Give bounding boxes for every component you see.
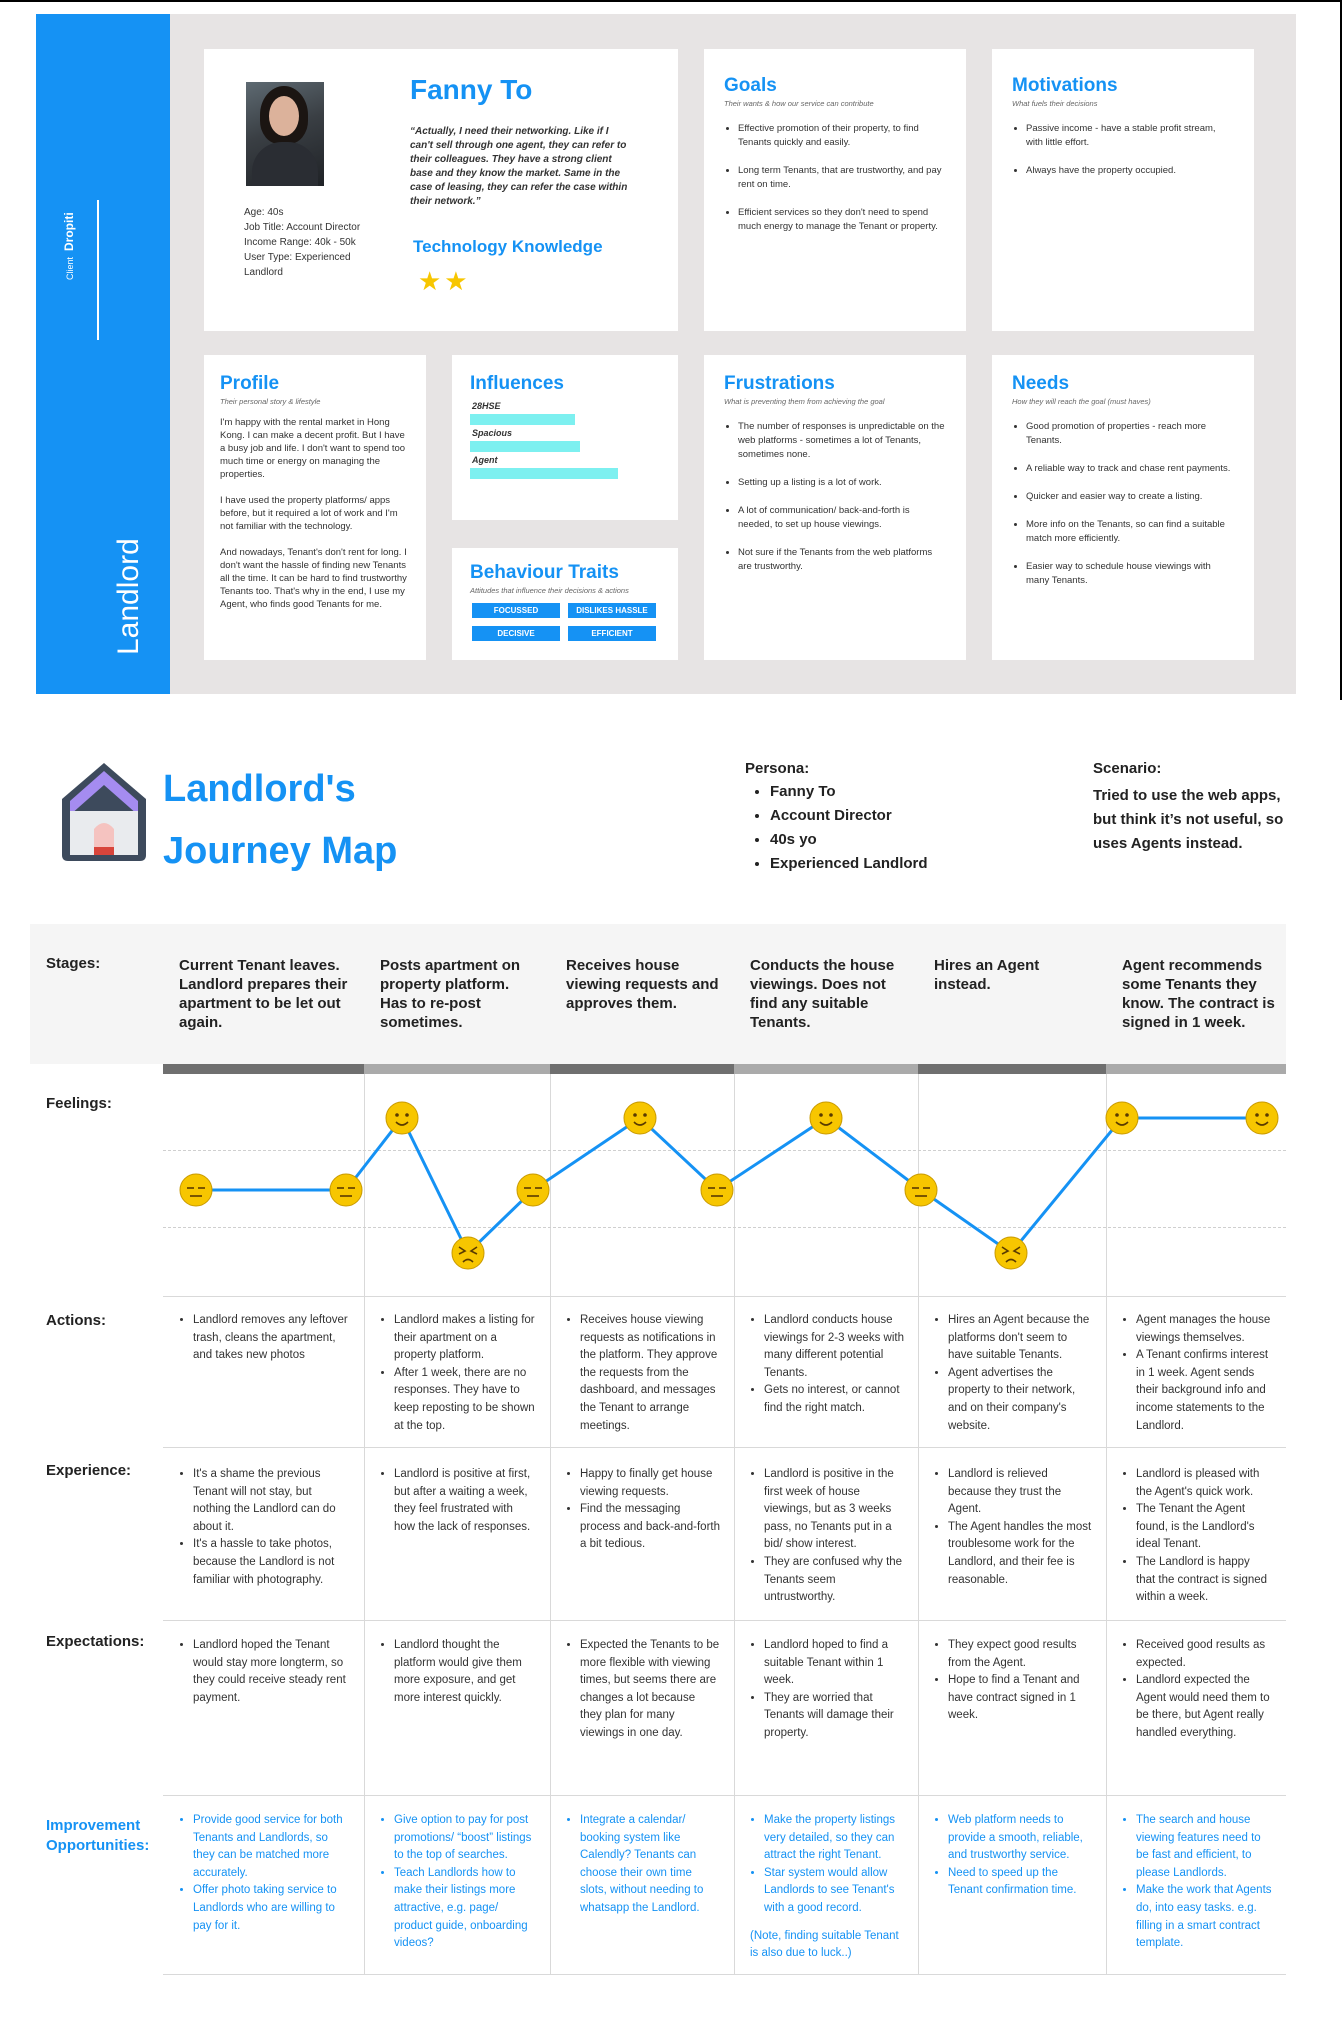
influence-label: Spacious: [472, 428, 513, 438]
emoji-sad-icon: [995, 1237, 1027, 1269]
list-item: • Integrate a calendar/ booking system like Calendly? Tenants can choose their own time slots, without needing to whatsapp the Landlord.: [580, 1812, 720, 1918]
experience-cell: [380, 1466, 536, 1536]
experience-cell: [934, 1466, 1092, 1589]
experience-cell: [179, 1466, 350, 1589]
list-item: • It's a shame the previous Tenant will not stay, but nothing the Landlord can do about it.: [193, 1466, 350, 1536]
list-item: • Received good results as expected.: [1136, 1637, 1272, 1672]
expectations-cell: [1122, 1637, 1272, 1743]
list-item: • Account Director: [770, 804, 928, 828]
list-item: • A reliable way to track and chase rent payments.: [1026, 462, 1234, 476]
actions-cell: [1122, 1312, 1272, 1435]
emoji-happy-icon: [1246, 1102, 1278, 1134]
improvement-cell: [750, 1812, 904, 1963]
list-item: • Happy to finally get house viewing requests.: [580, 1466, 720, 1501]
experience-cell: [750, 1466, 904, 1607]
list-item: • The search and house viewing features need to be fast and efficient, to please Landlords.: [1136, 1812, 1272, 1882]
profile-text: I'm happy with the rental market in Hong Kong. I can make a decent profit. But I have a busy job and life. I don't want to spend too much time or energy on managing the properties. I have used the property platforms/ apps before, but it required a lot of work and I'm not familiar with the technology. And nowadays, Tenant's don't rent for long. I don't want the hassle of finding new Tenants all the time. It can be hard to find trustworthy Tenants too. That's why in the end, I use my Agent, who finds good Tenants for me.: [220, 417, 407, 610]
emoji-sad-icon: [452, 1237, 484, 1269]
list-item: • Find the messaging process and back-and-forth a bit tedious.: [580, 1501, 720, 1554]
stage-label: Posts apartment on property platform. Has to re-post sometimes.: [380, 957, 521, 1031]
list-item: • Landlord expected the Agent would need them to be there, but Agent really handled everything.: [1136, 1672, 1272, 1742]
list-item: • Effective promotion of their property, to find Tenants quickly and easily.: [738, 122, 946, 150]
trait-badge: DECISIVE: [472, 626, 560, 641]
list-item: • Not sure if the Tenants from the web platforms are trustworthy.: [738, 546, 946, 574]
list-item: • Agent advertises the property to their network, and on their company's website.: [948, 1365, 1092, 1435]
list-item: • Efficient services so they don't need to spend much energy to manage the Tenant or property.: [738, 206, 946, 234]
list-item: • Landlord removes any leftover trash, cleans the apartment, and takes new photos: [193, 1312, 350, 1365]
experience-cell: [566, 1466, 720, 1554]
list-item: • Passive income - have a stable profit stream, with little effort.: [1026, 122, 1234, 150]
emoji-neutral-icon: [330, 1174, 362, 1206]
list-item: • Star system would allow Landlords to see Tenant's with a good record.: [764, 1865, 904, 1918]
expectations-cell: [380, 1637, 536, 1707]
list-item: • Landlord is pleased with the Agent's quick work.: [1136, 1466, 1272, 1501]
row-label-experience: Experience:: [46, 1462, 132, 1479]
list-item: • Make the work that Agents do, into easy tasks. e.g. filling in a smart contract template.: [1136, 1882, 1272, 1952]
list-item: • Landlord is relieved because they trust the Agent.: [948, 1466, 1092, 1519]
persona-name: Fanny To: [410, 74, 533, 105]
improvement-cell: [1122, 1812, 1272, 1953]
tech-knowledge-title: Technology Knowledge: [413, 237, 603, 256]
journey-title: Landlord's Journey Map: [163, 768, 398, 872]
list-item: • It's a hassle to take photos, because the Landlord is not familiar with photography.: [193, 1536, 350, 1589]
list-item: • More info on the Tenants, so can find a suitable match more efficiently.: [1026, 518, 1234, 546]
list-item: • The Tenant the Agent found, is the Landlord's ideal Tenant.: [1136, 1501, 1272, 1554]
list-item: • Landlord conducts house viewings for 2-3 weeks with many different potential Tenants.: [764, 1312, 904, 1382]
list-item: • Agent manages the house viewings themselves.: [1136, 1312, 1272, 1347]
influences-title: Influences: [470, 373, 564, 394]
emoji-neutral-icon: [180, 1174, 212, 1206]
list-item: • Long term Tenants, that are trustworthy, and pay rent on time.: [738, 164, 946, 192]
list-item: • Receives house viewing requests as notifications in the platform. They approve the requests from the dashboard, and messages the Tenant to arrange meetings.: [580, 1312, 720, 1435]
needs-subtitle: How they will reach the goal (must haves): [1012, 397, 1151, 406]
profile-title: Profile: [220, 373, 280, 394]
persona-heading: Persona:: [745, 760, 810, 777]
list-item: • Landlord is positive at first, but after a waiting a week, they feel frustrated with how the lack of responses.: [394, 1466, 536, 1536]
actions-cell: [380, 1312, 536, 1435]
list-item: • Landlord hoped the Tenant would stay more longterm, so they could receive steady rent payment.: [193, 1637, 350, 1707]
stage-label: Hires an Agent instead.: [934, 957, 1040, 993]
list-item: • Hope to find a Tenant and have contract signed in 1 week.: [948, 1672, 1092, 1725]
list-item: • Quicker and easier way to create a listing.: [1026, 490, 1234, 504]
persona-type-title: Landlord: [112, 538, 145, 655]
row-label-improvement: Improvement Opportunities:: [46, 1817, 150, 1854]
stage-label: Receives house viewing requests and approves them.: [566, 957, 719, 1012]
stage-label: Agent recommends some Tenants they know. The contract is signed in 1 week.: [1122, 957, 1275, 1031]
expectations-cell: [566, 1637, 720, 1743]
frustrations-subtitle: What is preventing them from achieving the goal: [724, 397, 885, 406]
profile-subtitle: Their personal story & lifestyle: [220, 397, 321, 406]
list-item: • Landlord is positive in the first week of house viewings, but as 3 weeks pass, no Tenants put in a bid/ show interest.: [764, 1466, 904, 1554]
tech-rating-stars-icon: ★★: [418, 266, 471, 296]
expectations-cell: [750, 1637, 904, 1743]
scenario-text: Tried to use the web apps, but think it’s not useful, so uses Agents instead.: [1093, 787, 1284, 852]
list-item: • The number of responses is unpredictable on the web platforms - sometimes a lot of Tenants, sometimes none.: [738, 420, 946, 462]
list-item: • 40s yo: [770, 828, 928, 852]
influence-label: Agent: [472, 455, 498, 465]
scenario-heading: Scenario:: [1093, 760, 1162, 777]
list-item: • Expected the Tenants to be more flexible with viewing times, but seems there are changes a lot because they plan for many viewings in one day.: [580, 1637, 720, 1743]
list-item: • Need to speed up the Tenant confirmation time.: [948, 1865, 1092, 1900]
list-item: • Landlord hoped to find a suitable Tenant within 1 week.: [764, 1637, 904, 1690]
trait-badge: FOCUSSED: [472, 603, 560, 618]
list-item: • After 1 week, there are no responses. They have to keep reposting to be shown at the top.: [394, 1365, 536, 1435]
needs-title: Needs: [1012, 373, 1070, 394]
list-item: • Web platform needs to provide a smooth, reliable, and trustworthy service.: [948, 1812, 1092, 1865]
list-item: • The Landlord is happy that the contract is signed within a week.: [1136, 1554, 1272, 1607]
actions-cell: [179, 1312, 350, 1365]
improvement-cell: [380, 1812, 536, 1953]
persona-quote: “Actually, I need their networking. Like if I can't sell through one agent, they can refer to their colleagues. They have a strong client base and they know the market. Same in the case of leasing, they can refer the case within their network.”: [410, 126, 628, 207]
list-item: • Hires an Agent because the platforms don't seem to have suitable Tenants.: [948, 1312, 1092, 1365]
stage-label: Conducts the house viewings. Does not find any suitable Tenants.: [750, 957, 895, 1031]
expectations-cell: [934, 1637, 1092, 1725]
frustrations-title: Frustrations: [724, 373, 835, 394]
actions-cell: [750, 1312, 904, 1418]
list-item: • They expect good results from the Agent.: [948, 1637, 1092, 1672]
list-item: • They are worried that Tenants will damage their property.: [764, 1690, 904, 1743]
trait-badge: EFFICIENT: [568, 626, 656, 641]
improvement-cell: [934, 1812, 1092, 1900]
emoji-happy-icon: [810, 1102, 842, 1134]
list-item: • Make the property listings very detailed, so they can attract the right Tenant.: [764, 1812, 904, 1865]
trait-badge: DISLIKES HASSLE: [568, 603, 656, 618]
client-name: Dropiti: [62, 212, 76, 251]
list-item: • The Agent handles the most troublesome work for the Landlord, and their fee is reasonable.: [948, 1519, 1092, 1589]
motivations-title: Motivations: [1012, 75, 1118, 96]
influence-label: 28HSE: [472, 401, 501, 411]
emoji-happy-icon: [1106, 1102, 1138, 1134]
list-item: • Teach Landlords how to make their listings more attractive, e.g. page/ product guide, onboarding videos?: [394, 1865, 536, 1953]
row-label-stages: Stages:: [46, 955, 101, 972]
improvement-cell: [179, 1812, 350, 1935]
persona-meta: Age: 40s Job Title: Account Director Income Range: 40k - 50k User Type: Experienced Landlord: [244, 207, 361, 278]
list-item: • A Tenant confirms interest in 1 week. Agent sends their background info and income statements to the Landlord.: [1136, 1347, 1272, 1435]
list-item: • Gets no interest, or cannot find the right match.: [764, 1382, 904, 1417]
row-label-actions: Actions:: [46, 1312, 106, 1329]
list-item: • Easier way to schedule house viewings with many Tenants.: [1026, 560, 1234, 588]
list-item: • Landlord makes a listing for their apartment on a property platform.: [394, 1312, 536, 1365]
list-item: • A lot of communication/ back-and-forth is needed, to set up house viewings.: [738, 504, 946, 532]
goals-title: Goals: [724, 75, 777, 96]
list-item: • Good promotion of properties - reach more Tenants.: [1026, 420, 1234, 448]
expectations-cell: [179, 1637, 350, 1707]
list-item: • Setting up a listing is a lot of work.: [738, 476, 946, 490]
list-item: • Give option to pay for post promotions/ “boost” listings to the top of searches.: [394, 1812, 536, 1865]
experience-cell: [1122, 1466, 1272, 1607]
list-item: • Offer photo taking service to Landlords who are willing to pay for it.: [193, 1882, 350, 1935]
emoji-happy-icon: [386, 1102, 418, 1134]
emoji-neutral-icon: [517, 1174, 549, 1206]
stage-label: Current Tenant leaves. Landlord prepares their apartment to be let out again.: [179, 957, 348, 1031]
goals-subtitle: Their wants & how our service can contribute: [724, 99, 874, 108]
actions-cell: [566, 1312, 720, 1435]
row-label-feelings: Feelings:: [46, 1095, 112, 1112]
list-item: • Provide good service for both Tenants and Landlords, so they can be matched more accurately.: [193, 1812, 350, 1882]
improvement-note: (Note, finding suitable Tenant is also due to luck..): [750, 1929, 899, 1960]
list-item: • They are confused why the Tenants seem untrustworthy.: [764, 1554, 904, 1607]
traits-subtitle: Attitudes that influence their decisions & actions: [470, 586, 629, 595]
traits-title: Behaviour Traits: [470, 562, 619, 583]
emoji-neutral-icon: [701, 1174, 733, 1206]
list-item: • Experienced Landlord: [770, 852, 928, 876]
list-item: • Fanny To: [770, 780, 928, 804]
client-label: ClientDropiti: [62, 212, 76, 280]
emoji-neutral-icon: [905, 1174, 937, 1206]
motivations-subtitle: What fuels their decisions: [1012, 99, 1098, 108]
row-label-expectations: Expectations:: [46, 1633, 145, 1650]
emoji-happy-icon: [624, 1102, 656, 1134]
list-item: • Landlord thought the platform would give them more exposure, and get more interest quickly.: [394, 1637, 536, 1707]
improvement-cell: [566, 1812, 720, 1918]
actions-cell: [934, 1312, 1092, 1435]
list-item: • Always have the property occupied.: [1026, 164, 1234, 178]
